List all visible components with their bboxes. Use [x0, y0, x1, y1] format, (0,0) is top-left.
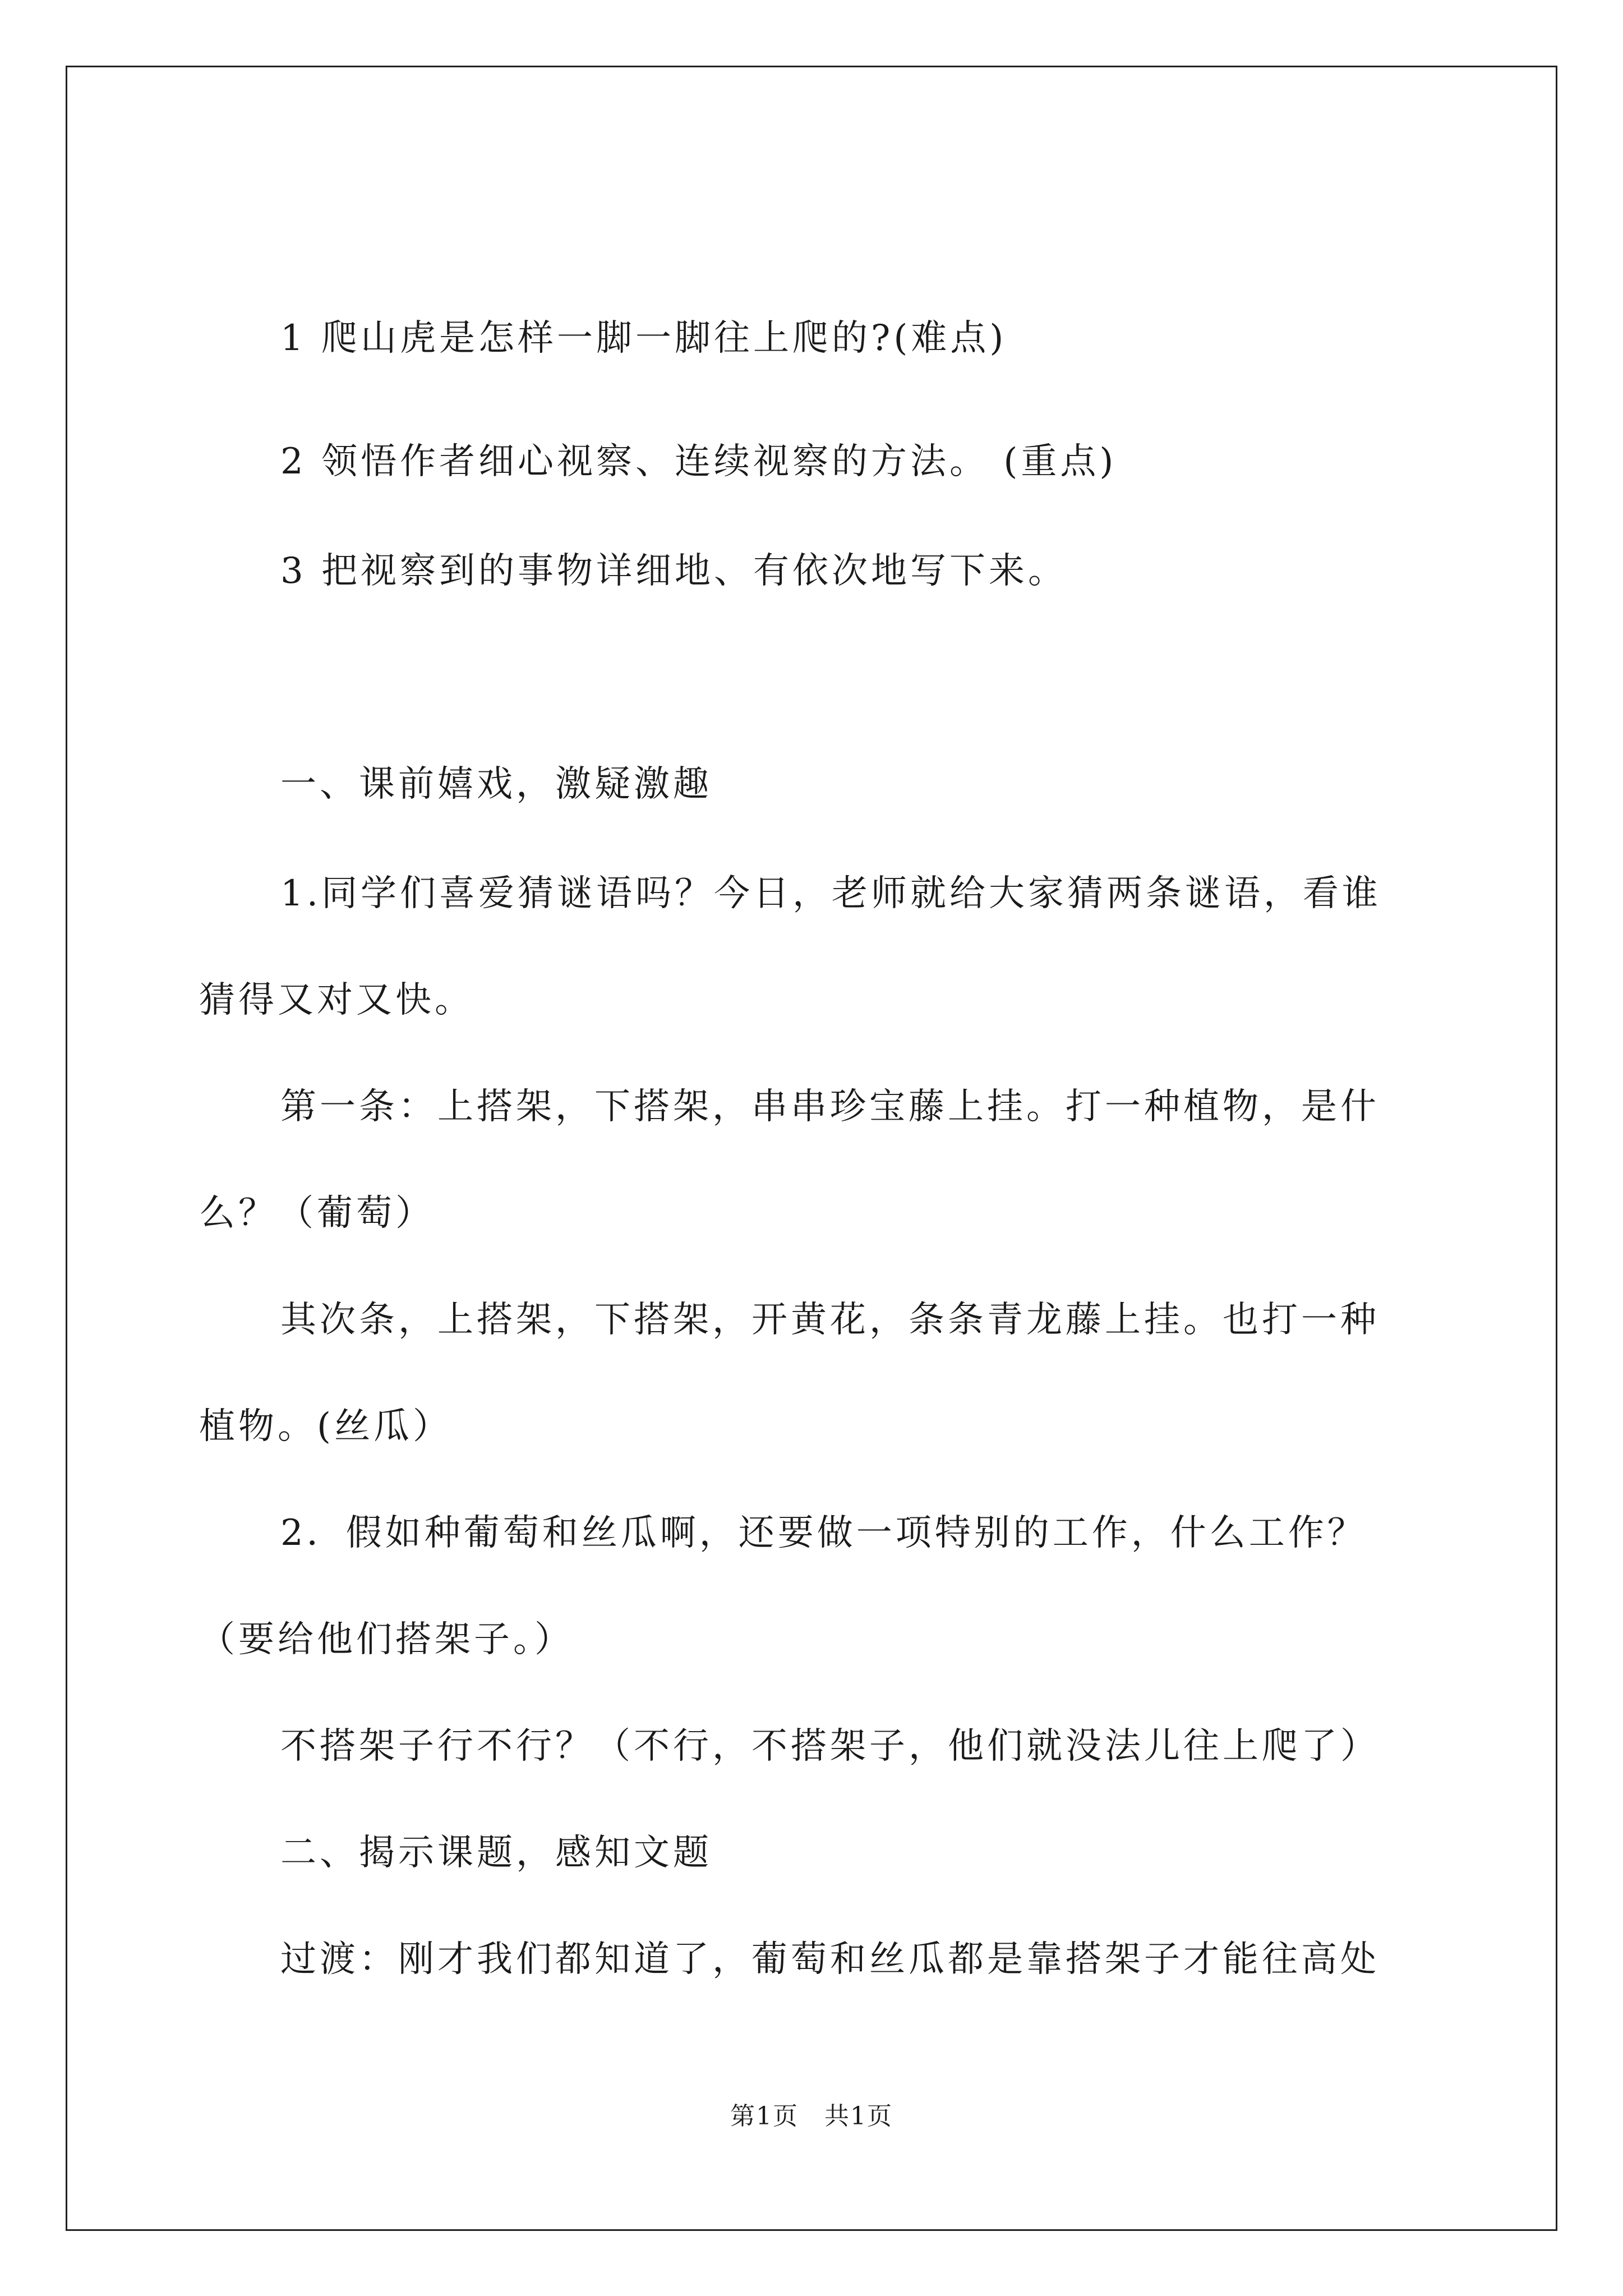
objective-3: 3 把视察到的事物详细地、有依次地写下来。 — [280, 550, 1068, 592]
s1-paragraph-1-line-2: 猜得又对又快。 — [199, 979, 474, 1021]
section-1-heading: 一、课前嬉戏，激疑激趣 — [280, 763, 712, 805]
s1-paragraph-3-line-2: 植物。(丝瓜） — [199, 1406, 452, 1447]
objective-2: 2 领悟作者细心视察、连续视察的方法。 (重点) — [280, 441, 1117, 482]
s1-paragraph-5: 不搭架子行不行？（不行，不搭架子，他们就没法儿往上爬了） — [280, 1726, 1380, 1767]
s1-paragraph-3-line-1: 其次条，上搭架，下搭架，开黄花，条条青龙藤上挂。也打一种 — [280, 1299, 1380, 1341]
page-footer: 第1页 共1页 — [730, 2102, 893, 2131]
s2-paragraph-1-line-1: 过渡：刚才我们都知道了，葡萄和丝瓜都是靠搭架子才能往高处 — [280, 1939, 1380, 1980]
s1-paragraph-2-line-1: 第一条：上搭架，下搭架，串串珍宝藤上挂。打一种植物，是什 — [280, 1086, 1380, 1128]
s1-paragraph-4-line-1: 2．假如种葡萄和丝瓜啊，还要做一项特别的工作，什么工作？ — [280, 1512, 1367, 1554]
objective-1: 1 爬山虎是怎样一脚一脚往上爬的?(难点) — [280, 318, 1007, 359]
s1-paragraph-1-line-1: 1.同学们喜爱猜谜语吗？今日，老师就给大家猜两条谜语，看谁 — [280, 873, 1382, 914]
section-2-heading: 二、揭示课题，感知文题 — [280, 1832, 712, 1874]
page-border — [66, 66, 1557, 2231]
s1-paragraph-4-line-2: （要给他们搭架子。） — [199, 1619, 574, 1660]
s1-paragraph-2-line-2: 么？（葡萄） — [199, 1193, 435, 1234]
